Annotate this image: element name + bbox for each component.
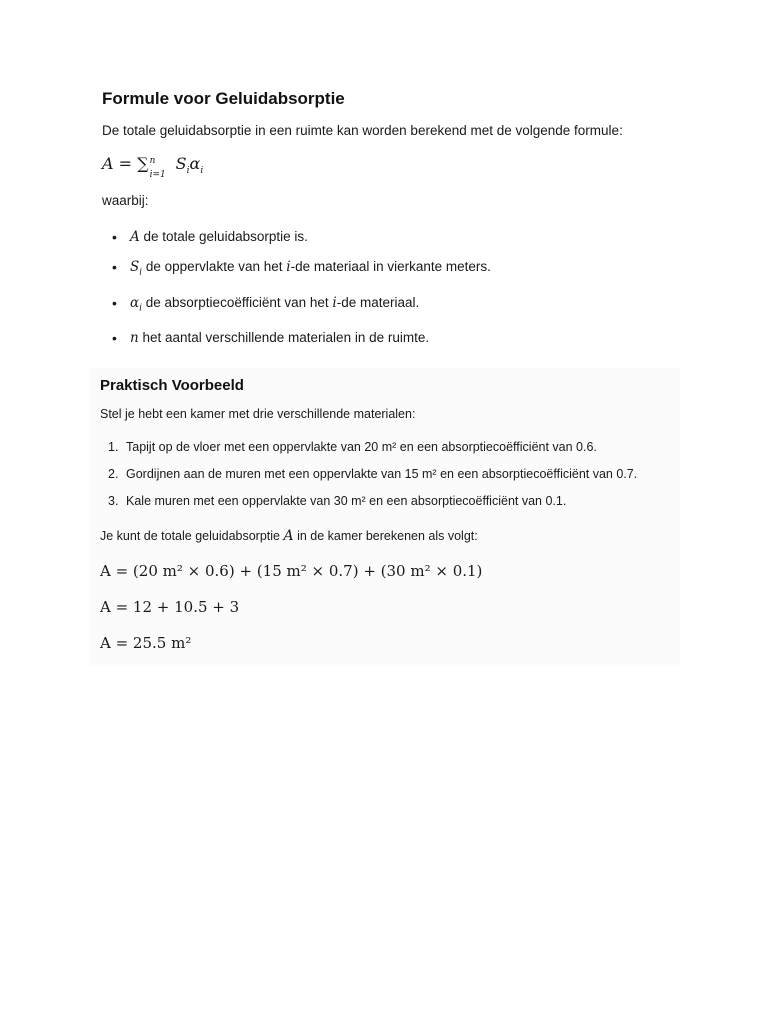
formula-equals: =	[118, 154, 133, 173]
calc-intro	[100, 528, 675, 545]
item-number: 3.	[108, 494, 119, 508]
list-item	[100, 439, 675, 456]
bullet-text: de totale geluidabsorptie is.	[139, 229, 308, 244]
equation-step-2: A = 12 + 10.5 + 3	[100, 598, 240, 616]
list-item	[102, 329, 682, 347]
equation-step-1: A = (20 m² × 0.6) + (15 m² × 0.7) + (30 m² × 0.1)	[100, 562, 483, 580]
calc-text: in de kamer berekenen als volgt:	[293, 529, 478, 543]
symbol-i: i	[332, 294, 337, 311]
symbol-subscript: i	[139, 303, 143, 314]
symbol-subscript: i	[139, 267, 143, 278]
variable-list	[102, 228, 682, 347]
symbol-s: S	[130, 259, 140, 275]
calc-text: Je kunt de totale geluidabsorptie	[100, 529, 284, 543]
item-text: Tapijt op de vloer met een oppervlakte van 20 m² en een absorptiecoëfficiënt van 0.6.	[126, 440, 597, 454]
formula-alpha: α	[189, 154, 201, 173]
sum-upper-limit: n	[149, 156, 156, 166]
item-text: Kale muren met een oppervlakte van 30 m² en een absorptiecoëfficiënt van 0.1.	[126, 494, 567, 508]
bullet-text: -de materiaal.	[336, 294, 420, 310]
where-label: waarbij:	[102, 193, 149, 208]
symbol-i: i	[286, 259, 291, 275]
item-number: 2.	[108, 467, 119, 481]
intro-text: De totale geluidabsorptie in een ruimte kan worden berekend met de volgende formule:	[102, 123, 623, 138]
equation-result: A = 25.5 m²	[100, 634, 192, 652]
bullet-text: de absorptiecoëfficiënt van het	[142, 294, 333, 310]
example-section	[90, 368, 680, 666]
symbol-n: n	[130, 330, 139, 347]
example-intro: Stel je hebt een kamer met drie verschillende materialen:	[100, 407, 416, 421]
sum-lower-limit: i=1	[149, 170, 166, 180]
list-item	[100, 493, 675, 510]
formula-alpha-subscript: i	[200, 166, 204, 177]
formula-lhs: A	[102, 154, 114, 173]
absorption-formula	[102, 154, 682, 180]
bullet-text: de oppervlakte van het	[142, 259, 287, 274]
bullet-text: het aantal verschillende materialen in de ruimte.	[138, 330, 430, 346]
symbol-a: A	[283, 528, 294, 544]
sum-symbol: ∑	[137, 154, 149, 173]
list-item	[102, 228, 682, 246]
list-item	[102, 294, 682, 318]
formula-section	[102, 88, 682, 347]
symbol-a: A	[130, 229, 140, 245]
list-item	[100, 466, 675, 483]
item-text: Gordijnen aan de muren met een oppervlakte van 15 m² en een absorptiecoëfficiënt van 0.7.	[126, 467, 638, 481]
section-title: Praktisch Voorbeeld	[100, 377, 244, 394]
item-number: 1.	[108, 440, 119, 454]
formula-s: S	[175, 154, 187, 173]
section-title: Formule voor Geluidabsorptie	[102, 89, 345, 108]
symbol-alpha: α	[130, 294, 140, 311]
bullet-text: -de materiaal in vierkante meters.	[290, 259, 491, 274]
materials-list	[100, 439, 675, 510]
formula-s-subscript: i	[186, 166, 190, 177]
list-item	[102, 258, 682, 282]
